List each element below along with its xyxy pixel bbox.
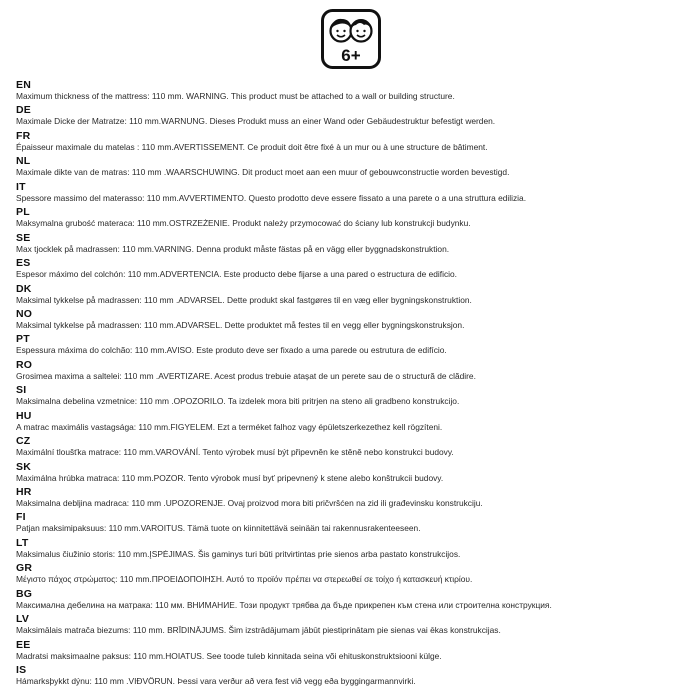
- language-entry: [16, 359, 686, 384]
- language-entry: [16, 155, 686, 180]
- language-code: RO: [16, 358, 33, 371]
- warning-text: Maksimālais matrača biezums: 110 mm. BRĪDINĀJUMS. Šim izstrādājumam jābūt piestiprinātam pie sienas vai ēkas konstrukcijas.: [16, 625, 501, 636]
- warning-text: Максимална дебелина на матрака: 110 мм. ВНИМАНИЕ. Този продукт трябва да бъде прикрепен към стена или строителна конструкция.: [16, 599, 552, 610]
- warning-text: Espesor máximo del colchón: 110 mm.ADVERTENCIA. Este producto debe fijarse a una pared o estructura de edificio.: [16, 269, 457, 280]
- language-entry: [16, 333, 686, 358]
- language-code: FI: [16, 511, 26, 524]
- language-entry: [16, 232, 686, 257]
- language-entry: [16, 664, 686, 689]
- language-entry: [16, 181, 686, 206]
- warning-text: Maksimalus čiužinio storis: 110 mm.ĮSPĖJIMAS. Šis gaminys turi būti pritvirtintas prie sienos arba pastato konstrukcijos.: [16, 548, 461, 559]
- language-code: DE: [16, 104, 31, 117]
- warning-text: Maksymalna grubość materaca: 110 mm.OSTRZEŻENIE. Produkt należy przymocować do ściany lub konstrukcji budynku.: [16, 218, 471, 229]
- language-code: LT: [16, 536, 29, 549]
- warning-text: Grosimea maxima a saltelei: 110 mm .AVERTIZARE. Acest produs trebuie atașat de un perete sau de o structură de clădire.: [16, 370, 476, 381]
- warning-text: Épaisseur maximale du matelas : 110 mm.AVERTISSEMENT. Ce produit doit être fixé à un mur ou à une structure de bâtiment.: [16, 141, 488, 152]
- warning-text: Μέγιστο πάχος στρώματος: 110 mm.ΠΡΟΕΙΔΟΠΟΙΗΣΗ. Αυτό το προϊόν πρέπει να στερεωθεί σε τοίχο ή κατασκευή κτιρίου.: [16, 574, 473, 585]
- language-code: BG: [16, 587, 33, 600]
- language-code: HU: [16, 409, 32, 422]
- language-code: ES: [16, 257, 31, 270]
- warning-text: Espessura máxima do colchão: 110 mm.AVISO. Este produto deve ser fixado a uma parede ou estrutura de edifício.: [16, 345, 447, 356]
- language-entry: [16, 639, 686, 664]
- warning-text: Maximální tloušťka matrace: 110 mm.VAROVÁNÍ. Tento výrobek musí být připevněn ke stěně nebo konstrukci budovy.: [16, 447, 454, 458]
- warning-text: Max tjocklek på madrassen: 110 mm.VARNING. Denna produkt måste fästas på en vägg eller byggnadskonstruktion.: [16, 243, 450, 254]
- warning-text: Maximum thickness of the mattress: 110 mm. WARNING. This product must be attached to a wall or building structure.: [16, 91, 455, 101]
- language-code: GR: [16, 562, 33, 575]
- warning-text: Spessore massimo del materasso: 110 mm.AVVERTIMENTO. Questo prodotto deve essere fissato a una parete o a una struttura edilizia.: [16, 192, 527, 203]
- language-entry: [16, 283, 686, 308]
- language-entry: [16, 384, 686, 409]
- language-entry: [16, 435, 686, 460]
- language-code: CZ: [16, 435, 31, 448]
- warning-text: Maximálna hrúbka matraca: 110 mm.POZOR. Tento výrobok musí byť pripevnený k stene alebo konštrukcii budovy.: [16, 472, 444, 483]
- warning-text: Maksimalna debelina vzmetnice: 110 mm .OPOZORILO. Ta izdelek mora biti pritrjen na steno ali gradbeno konstrukcijo.: [16, 396, 460, 407]
- language-entry: [16, 79, 686, 104]
- language-entry: [16, 613, 686, 638]
- language-code: HR: [16, 486, 32, 498]
- warning-text: Maksimal tykkelse på madrassen: 110 mm .ADVARSEL. Dette produkt skal fastgøres til en væg eller bygningskonstruktion.: [16, 294, 472, 305]
- language-code: SE: [16, 231, 31, 244]
- warning-text: Madratsi maksimaalne paksus: 110 mm.HOIATUS. See toode tuleb kinnitada seina või ehituskonstruktsiooni külge.: [16, 650, 442, 661]
- language-entry: [16, 104, 686, 129]
- warning-text: Maksimalna debljina madraca: 110 mm .UPOZORENJE. Ovaj proizvod mora biti pričvršćen na zid ili građevinsku konstrukciju.: [16, 498, 483, 508]
- language-entry: [16, 511, 686, 536]
- language-entry: [16, 588, 686, 613]
- language-entry: [16, 562, 686, 587]
- language-code: SK: [16, 460, 31, 473]
- two-children-faces-icon: [321, 9, 381, 69]
- warning-text: A matrac maximális vastagsága: 110 mm.FIGYELEM. Ezt a terméket falhoz vagy épületszerkezethez kell rögzíteni.: [16, 421, 443, 432]
- language-entry: [16, 257, 686, 282]
- warning-text: Maksimal tykkelse på madrassen: 110 mm.ADVARSEL. Dette produktet må festes til en vegg eller bygningskonstruksjon.: [16, 319, 465, 330]
- warning-text: Maximale Dicke der Matratze: 110 mm.WARNUNG. Dieses Produkt muss an einer Wand oder Gebäudestruktur befestigt werden.: [16, 116, 496, 127]
- language-code: IT: [16, 180, 26, 193]
- age-label: 6+: [341, 46, 361, 65]
- language-code: LV: [16, 613, 30, 626]
- language-entry: [16, 410, 686, 435]
- language-entry: [16, 461, 686, 486]
- language-code: EN: [16, 79, 31, 91]
- language-code: FR: [16, 129, 31, 142]
- language-entry: [16, 486, 686, 511]
- language-code: NL: [16, 155, 31, 168]
- language-code: PL: [16, 206, 30, 219]
- language-code: NO: [16, 307, 33, 320]
- warning-text: Patjan maksimipaksuus: 110 mm.VAROITUS. Tämä tuote on kiinnitettävä seinään tai rakennusrakenteeseen.: [16, 523, 421, 534]
- language-code: IS: [16, 664, 27, 677]
- language-entry: [16, 206, 686, 231]
- language-code: EE: [16, 638, 31, 651]
- warning-text: Maximale dikte van de matras: 110 mm .WAARSCHUWING. Dit product moet aan een muur of gebouwconstructie worden bevestigd.: [16, 167, 510, 178]
- language-entry: [16, 308, 686, 333]
- age-6-plus-badge: [321, 9, 381, 69]
- language-code: PT: [16, 333, 30, 346]
- language-warnings-list: [16, 79, 686, 690]
- warning-text: Hámarksþykkt dýnu: 110 mm .VIÐVÖRUN. Þessi vara verður að vera fest við vegg eða byggingarmannvirki.: [16, 676, 416, 687]
- language-entry: [16, 130, 686, 155]
- language-code: DK: [16, 282, 32, 295]
- language-entry: [16, 537, 686, 562]
- language-code: SI: [16, 384, 27, 397]
